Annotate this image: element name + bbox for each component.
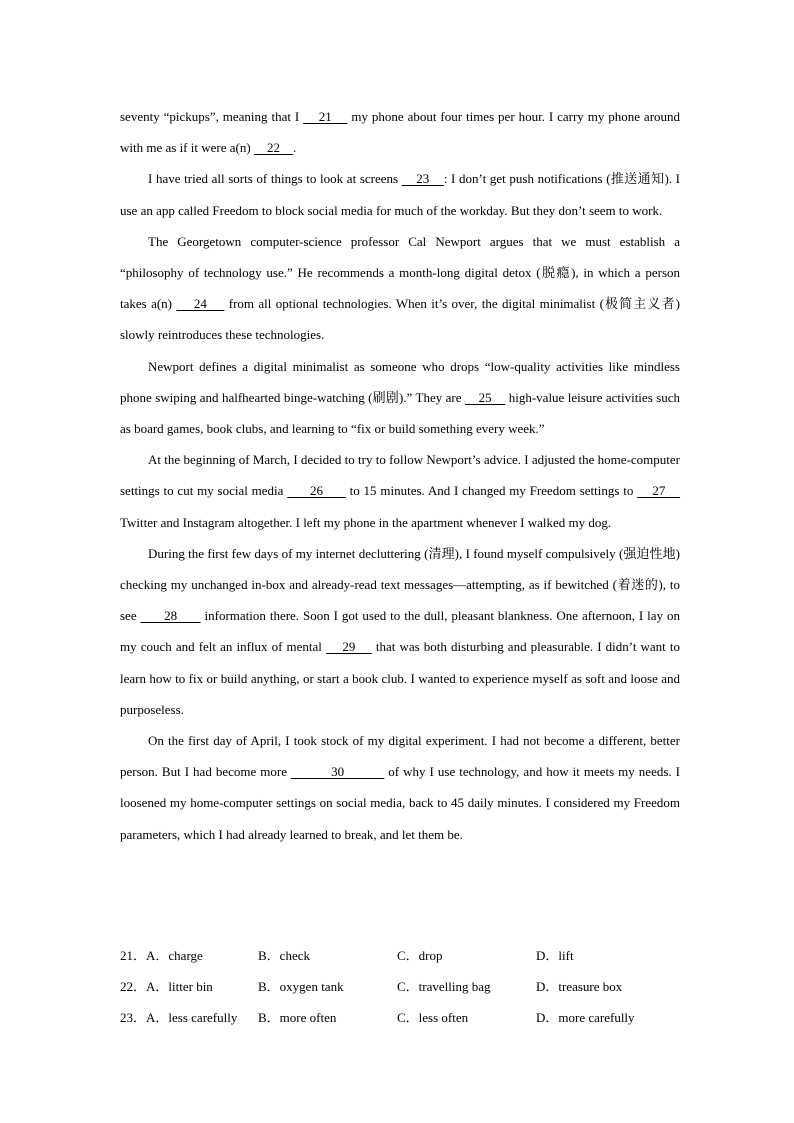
paragraph-text: from all optional technologies. When it’s over, the digital minimalist (极简主义者) slowly reintroduces these technologies. bbox=[120, 296, 680, 343]
paragraph-text: seventy “pickups”, meaning that I bbox=[120, 109, 304, 124]
question-number: 23． bbox=[120, 1010, 147, 1025]
cloze-blank: 21 bbox=[303, 109, 348, 124]
question-row bbox=[120, 940, 680, 971]
question-number: 21． bbox=[120, 948, 147, 963]
paragraph bbox=[120, 163, 680, 225]
cloze-blank: 24 bbox=[176, 296, 225, 312]
cloze-blank: 23 bbox=[401, 171, 444, 187]
paragraph-text: The Georgetown computer-science professor Cal Newport argues that we must establish a “philosophy of technology use.” He recommends a month-long digital detox (脱瘾), in which a person takes a(n) bbox=[120, 233, 680, 312]
question-row bbox=[120, 971, 680, 1002]
option-label: C．less often bbox=[397, 1010, 469, 1025]
option-label: B．check bbox=[258, 948, 310, 963]
option-label: B．oxygen tank bbox=[258, 979, 344, 994]
paragraph-text: Twitter and Instagram altogether. I left my phone in the apartment whenever I walked my dog. bbox=[120, 514, 612, 530]
paragraph-text: high-value leisure activities such as board games, book clubs, and learning to “fix or build something every week.” bbox=[120, 389, 680, 437]
question-number: 22． bbox=[120, 979, 147, 994]
answer-option bbox=[120, 971, 213, 1002]
paragraph-text: of why I use technology, and how it meets my needs. I loosened my home-computer settings on social media, back to 45 daily minutes. I considered my Freedom parameters, which I had already learned to break, and let them be. bbox=[120, 764, 680, 842]
paragraph bbox=[120, 226, 680, 351]
paragraph-text: Newport defines a digital minimalist as someone who drops “low-quality activities like mindless phone swiping and halfhearted binge-watching (刷剧).” They are bbox=[120, 358, 680, 405]
answer-option bbox=[397, 940, 443, 971]
option-label: A．less carefully bbox=[146, 1010, 238, 1025]
answer-option bbox=[397, 971, 491, 1002]
cloze-blank: 26 bbox=[287, 483, 346, 499]
cloze-blank: 29 bbox=[326, 639, 372, 655]
cloze-blank: 25 bbox=[464, 389, 506, 405]
option-label: A．charge bbox=[146, 948, 203, 963]
paragraph-text: I have tried all sorts of things to look at screens bbox=[148, 171, 402, 187]
cloze-passage bbox=[120, 101, 680, 850]
option-label: D．lift bbox=[536, 948, 574, 963]
option-label: C．travelling bag bbox=[397, 979, 491, 994]
paragraph-text: information there. Soon I got used to the dull, pleasant blankness. One afternoon, I lay on my couch and felt an influx of mental bbox=[120, 608, 680, 655]
answer-option bbox=[536, 940, 574, 971]
cloze-blank: 22 bbox=[253, 140, 293, 156]
option-label: A．litter bin bbox=[146, 979, 213, 994]
answer-option bbox=[258, 1002, 336, 1033]
paragraph bbox=[120, 725, 680, 850]
paragraph bbox=[120, 444, 680, 538]
paragraph-text: to 15 minutes. And I changed my Freedom settings to bbox=[345, 483, 638, 499]
paragraph bbox=[120, 351, 680, 445]
paragraph-text: . bbox=[292, 140, 297, 156]
answer-option bbox=[536, 1002, 635, 1033]
answer-option bbox=[120, 1002, 237, 1033]
cloze-blank: 28 bbox=[140, 608, 201, 624]
paragraph-text: : I don’t get push notifications (推送通知). I use an app called Freedom to block social media for much of the workday. But they don’t seem to work. bbox=[120, 171, 680, 218]
paragraph-text: my phone about four times per hour. I carry my phone around with me as if it were a(n) bbox=[120, 109, 681, 156]
answer-options bbox=[120, 940, 680, 1033]
answer-option bbox=[258, 971, 344, 1002]
question-row bbox=[120, 1002, 680, 1033]
answer-option bbox=[536, 971, 622, 1002]
option-label: D．more carefully bbox=[536, 1010, 635, 1025]
paragraph bbox=[120, 538, 680, 725]
answer-option bbox=[397, 1002, 468, 1033]
paragraph bbox=[120, 101, 680, 163]
paragraph-text: that was both disturbing and pleasurable. I didn’t want to learn how to fix or build anything, or start a book club. I wanted to experience myself as soft and loose and purposeless. bbox=[120, 639, 680, 717]
answer-option bbox=[120, 940, 203, 971]
cloze-blank: 27 bbox=[637, 483, 681, 499]
paragraph-text: At the beginning of March, I decided to try to follow Newport’s advice. I adjusted the home-computer settings to cut my social media bbox=[120, 452, 680, 499]
answer-option bbox=[258, 940, 310, 971]
paragraph-text: On the first day of April, I took stock of my digital experiment. I had not become a different, better person. But I had become more bbox=[120, 733, 680, 780]
option-label: C．drop bbox=[397, 948, 443, 963]
cloze-blank: 30 bbox=[291, 764, 385, 780]
option-label: D．treasure box bbox=[536, 979, 623, 994]
paragraph-text: During the first few days of my internet decluttering (清理), I found myself compulsively (强迫性地) checking my unchanged in-box and already-read text messages—attempting, as if bewitched (着迷的), to see bbox=[120, 545, 680, 624]
option-label: B．more often bbox=[258, 1010, 337, 1025]
